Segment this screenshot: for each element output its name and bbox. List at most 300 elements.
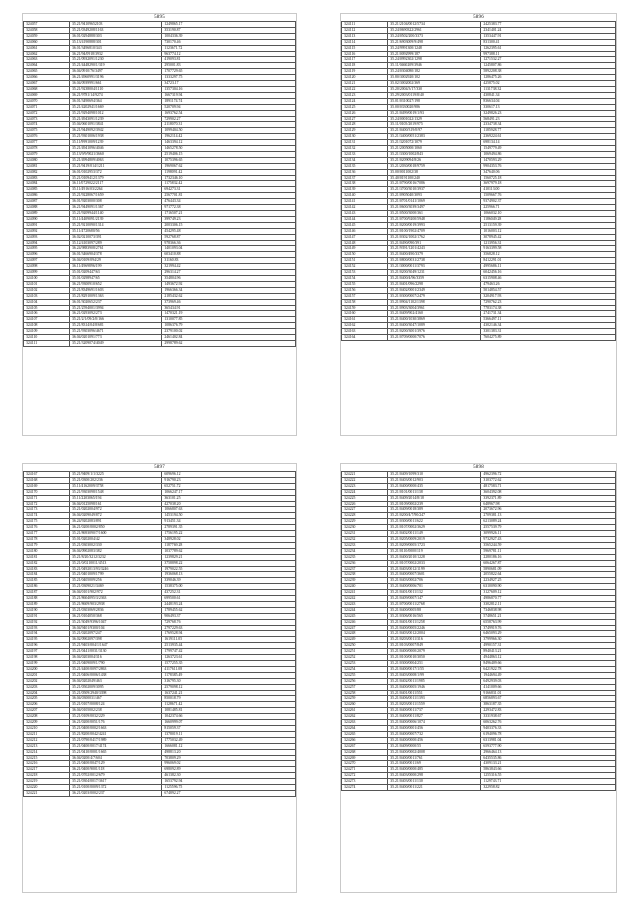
amount-cell: 996069.02: [162, 761, 296, 767]
amount-cell: 2579098.12: [162, 684, 296, 690]
amount-cell: 296314.27: [162, 270, 296, 276]
amount-cell: 339046.39: [162, 578, 296, 584]
amount-cell: 9904353.76: [481, 163, 616, 169]
row-id-cell: 324183: [24, 566, 70, 572]
row-id-cell: 324267: [342, 743, 388, 749]
code-cell: 35.21/0300/0007/2479: [388, 293, 481, 299]
code-cell: 35.21/0409/0000/55: [388, 743, 481, 749]
amount-cell: 3565244.59: [481, 542, 616, 548]
amount-cell: 2998789.62: [162, 340, 296, 346]
code-cell: 35.21/9419/014/1211: [69, 163, 161, 169]
amount-cell: 7783174.38: [481, 305, 616, 311]
code-cell: 35.21/0306/0016/565: [388, 613, 481, 619]
amount-cell: 963774.12: [162, 51, 296, 57]
code-cell: 35.04/0601091/3841: [69, 122, 161, 128]
code-cell: 35.21/0400/0002/1663: [69, 725, 161, 731]
row-id-cell: 324064: [24, 63, 70, 69]
amount-cell: 1509667.76: [481, 193, 616, 199]
code-cell: 35.21/0303069/2836: [69, 607, 161, 613]
amount-cell: 1707729.65: [162, 69, 296, 75]
amount-cell: 4986870.77: [481, 596, 616, 602]
row-id-cell: 324201: [24, 672, 70, 678]
code-cell: 35.21/0400/0000/2079: [388, 649, 481, 655]
code-cell: 36.21/9300910/652: [69, 281, 161, 287]
row-id-cell: 324271: [342, 767, 388, 773]
row-id-cell: 324080: [24, 157, 70, 163]
amount-cell: 652751.72: [162, 483, 296, 489]
row-id-cell: 324093: [24, 234, 70, 240]
row-id-cell: 324191: [24, 613, 70, 619]
row-id-cell: 324122: [342, 86, 388, 92]
row-id-cell: 324264: [342, 725, 388, 731]
code-cell: 35.13/9/9/9021/3660: [69, 151, 161, 157]
amount-cell: 1357304.16: [162, 86, 296, 92]
code-cell: 36.21/0293092/273: [69, 311, 161, 317]
table-row: [24, 340, 296, 346]
code-cell: 35.21/0400/0000/435: [388, 483, 481, 489]
amount-cell: 698134.14: [481, 140, 616, 146]
code-cell: 35.21/0403/0011/130: [388, 779, 481, 785]
code-cell: 35.21/0800/0031/2738: [388, 258, 481, 264]
code-cell: 35.40/0191100/240: [388, 175, 481, 181]
amount-cell: 1453194.50: [162, 513, 296, 519]
code-cell: 35.21/0401/0011/551: [388, 690, 481, 696]
row-id-cell: 324232: [342, 536, 388, 542]
code-cell: 36.01/0102953/372: [69, 169, 161, 175]
amount-cell: 609696.12: [162, 472, 296, 478]
amount-cell: 648967.98: [481, 501, 616, 507]
amount-cell: 7290762.23: [481, 299, 616, 305]
row-id-cell: 324237: [342, 566, 388, 572]
row-id-cell: 324097: [24, 258, 70, 264]
amount-cell: 1178385.49: [162, 672, 296, 678]
code-cell: 35.21/0110/0000/119: [388, 548, 481, 554]
amount-cell: 454295.48: [162, 228, 296, 234]
code-cell: 35.21/3400/0051/2383: [388, 134, 481, 140]
amount-cell: 6421922.78: [481, 666, 616, 672]
amount-cell: 1962114.42: [162, 134, 296, 140]
code-cell: 35.21/0499/0019/1/93: [388, 110, 481, 116]
amount-cell: 1470321.19: [162, 311, 296, 317]
code-cell: 35.21/0403/0012/903: [388, 477, 481, 483]
amount-cell: 2280186.16: [481, 554, 616, 560]
code-cell: 35.21/4202941/1669: [69, 104, 161, 110]
amount-cell: 225966.71: [481, 205, 616, 211]
code-cell: 35.11/2203065/194: [69, 495, 161, 501]
amount-cell: 353190.87: [162, 27, 296, 33]
code-cell: 35.21/2030/0018/9759: [388, 163, 481, 169]
code-cell: 35.21/0905040/3093: [388, 193, 481, 199]
row-id-cell: 324223: [342, 483, 388, 489]
row-id-cell: 324138: [342, 181, 388, 187]
amount-cell: 498813.20: [162, 749, 296, 755]
amount-cell: 1716507.21: [162, 211, 296, 217]
code-cell: 35.21/0709/0000/7076: [388, 335, 481, 341]
amount-cell: 9166831.01: [481, 690, 616, 696]
code-cell: 35.21/0107/0002/2033: [388, 560, 481, 566]
code-cell: 35.21/0403/0012/2004: [388, 631, 481, 637]
amount-cell: 3604392.08: [481, 489, 616, 495]
amount-cell: 363101.25: [162, 495, 296, 501]
row-id-cell: 324160: [342, 311, 388, 317]
code-cell: 35.21/0400/0005/2246: [388, 625, 481, 631]
code-cell: 35.00/0011002/38: [388, 169, 481, 175]
code-cell: 36.24/9883908/2761: [69, 246, 161, 252]
amount-cell: 3758898.22: [162, 560, 296, 566]
row-id-cell: 324136: [342, 169, 388, 175]
row-id-cell: 324124: [342, 98, 388, 104]
amount-cell: 348928.02: [162, 536, 296, 542]
code-cell: 36.04/9401/9300/104: [69, 625, 161, 631]
amount-cell: 694273.31: [162, 187, 296, 193]
row-id-cell: 324158: [342, 299, 388, 305]
code-cell: 35.21/9303096/4671: [69, 329, 161, 335]
amount-cell: 3697979.18: [481, 181, 616, 187]
code-cell: 36.04/0902083/382: [69, 548, 161, 554]
row-id-cell: 324224: [342, 489, 388, 495]
code-cell: 35.21/0790/0417/1989: [69, 737, 161, 743]
row-id-cell: 324260: [342, 702, 388, 708]
amount-cell: 916790.23: [162, 477, 296, 483]
code-cell: 35.21/2005000/1060: [388, 146, 481, 152]
code-cell: 35.21/0100/0010/3050: [388, 655, 481, 661]
row-id-cell: 324202: [24, 678, 70, 684]
row-id-cell: 324135: [342, 163, 388, 169]
amount-cell: 430841.34: [481, 92, 616, 98]
row-id-cell: 324174: [24, 513, 70, 519]
amount-cell: 354804.96: [162, 275, 296, 281]
row-id-cell: 324273: [342, 779, 388, 785]
amount-cell: 6856893.67: [481, 696, 616, 702]
code-cell: 35.21/0402/0001/2349: [388, 287, 481, 293]
code-cell: 35.24/9991300/1248: [388, 45, 481, 51]
row-id-cell: 324078: [24, 146, 70, 152]
code-cell: 35.21/0209094/8/26: [388, 157, 481, 163]
code-cell: 35.21/0600/3039/3497: [388, 205, 481, 211]
code-cell: 35.21/3000/0011/3793: [388, 264, 481, 270]
amount-cell: 1066032.10: [481, 211, 616, 217]
amount-cell: 1175832.42: [162, 181, 296, 187]
row-id-cell: 324234: [342, 548, 388, 554]
amount-cell: 1969067.62: [162, 163, 296, 169]
amount-cell: 1775032.49: [162, 737, 296, 743]
code-cell: 35.21/0932091/1230: [69, 57, 161, 63]
row-id-cell: 324193: [24, 625, 70, 631]
amount-cell: 1378019.11: [162, 731, 296, 737]
amount-cell: 4990157.31: [481, 643, 616, 649]
amount-cell: 4302146.34: [481, 323, 616, 329]
code-cell: 35.21/0403/0002/706: [388, 578, 481, 584]
amount-cell: 2519406.15: [162, 151, 296, 157]
code-cell: 35.21/0304/0017/3617: [69, 779, 161, 785]
amount-cell: 1619111.05: [162, 637, 296, 643]
row-id-cell: 324063: [24, 57, 70, 63]
amount-cell: 5863843.66: [481, 767, 616, 773]
amount-cell: 1465278.50: [162, 146, 296, 152]
code-cell: 35.21/0300/0004/251: [388, 661, 481, 667]
amount-cell: 4995686.11: [481, 264, 616, 270]
code-cell: 36.01/3490694/364: [69, 98, 161, 104]
row-id-cell: 324156: [342, 287, 388, 293]
amount-cell: 1086376.79: [162, 323, 296, 329]
code-cell: 36.21/4960991/3196: [69, 75, 161, 81]
amount-cell: 8940413.21: [481, 649, 616, 655]
row-id-cell: 324091: [24, 222, 70, 228]
row-id-cell: 324145: [342, 222, 388, 228]
row-id-cell: 324098: [24, 264, 70, 270]
amount-cell: 698092.89: [162, 767, 296, 773]
code-cell: 35.21/0400/0006/1074: [388, 720, 481, 726]
amount-cell: 3302812.11: [481, 601, 616, 607]
amount-cell: 850018.79: [162, 696, 296, 702]
amount-cell: 3099926.11: [481, 531, 616, 537]
row-id-cell: 324194: [24, 631, 70, 637]
amount-cell: 2513935.44: [162, 643, 296, 649]
code-cell: 35.21/4941096/4046: [69, 146, 161, 152]
code-cell: 35.21/0401/096/2298: [388, 281, 481, 287]
row-id-cell: 324259: [342, 696, 388, 702]
amount-cell: 1577255.35: [162, 661, 296, 667]
amount-cell: 5014854.57: [481, 287, 616, 293]
amount-cell: 6465093.29: [481, 631, 616, 637]
amount-cell: 2797229.63: [162, 625, 296, 631]
row-id-cell: 324081: [24, 163, 70, 169]
row-id-cell: 324134: [342, 157, 388, 163]
code-cell: 35.21/0409/902/4160: [388, 311, 481, 317]
row-id-cell: 324212: [24, 737, 70, 743]
amount-cell: 2425383.77: [481, 22, 616, 28]
code-cell: 35.21/8291009/1363: [69, 293, 161, 299]
code-cell: 36.21/9449092/3942: [69, 128, 161, 134]
code-cell: 36.21/9449091/1367: [69, 205, 161, 211]
amount-cell: 2118070.31: [162, 122, 296, 128]
amount-cell: 399749.23: [162, 216, 296, 222]
page-block-4: [340, 463, 617, 893]
amount-cell: 6492939.03: [481, 678, 616, 684]
code-cell: 35.21/2/1/09/2/0/166: [69, 317, 161, 323]
code-cell: 36.04/0202049/463: [69, 678, 161, 684]
code-cell: 35.21/0203/0011/316: [388, 637, 481, 643]
ledger-table: [341, 21, 616, 341]
amount-cell: 3204917.93: [481, 293, 616, 299]
row-id-cell: 324125: [342, 104, 388, 110]
row-id-cell: 324164: [342, 335, 388, 341]
code-cell: 35.21/3209074/4049: [69, 340, 161, 346]
row-id-cell: 324117: [342, 57, 388, 63]
row-id-cell: 324235: [342, 554, 388, 560]
amount-cell: 1129743.71: [481, 779, 616, 785]
code-cell: 35.21/0409/2014/8/18: [388, 495, 481, 501]
code-cell: 36.04/0939991/661: [69, 81, 161, 87]
amount-cell: 1756195.22: [162, 531, 296, 537]
code-cell: 35.21/0402/0011/1985: [388, 678, 481, 684]
row-id-cell: 324089: [24, 211, 70, 217]
amount-cell: 6213089.24: [481, 519, 616, 525]
row-id-cell: 324137: [342, 175, 388, 181]
amount-cell: 1666081.12: [162, 743, 296, 749]
code-cell: 36.24/9202083/891: [69, 519, 161, 525]
code-cell: 35.11/4720680/56: [69, 228, 161, 234]
row-id-cell: 324244: [342, 607, 388, 613]
code-cell: 36.02/0210073/391: [69, 234, 161, 240]
amount-cell: 1401093.04: [162, 246, 296, 252]
row-id-cell: 324257: [342, 684, 388, 690]
row-id-cell: 324139: [342, 187, 388, 193]
row-id-cell: 324182: [24, 560, 70, 566]
amount-cell: 729902.27: [162, 116, 296, 122]
code-cell: 35.21/0300/0011/622: [388, 519, 481, 525]
code-cell: 35.21/9301006/1938: [69, 134, 161, 140]
row-id-cell: 324102: [24, 287, 70, 293]
row-id-cell: 324099: [24, 270, 70, 276]
code-cell: 35.21/0400/0001/456: [388, 725, 481, 731]
code-cell: 35.21/0400/0005/1946: [388, 684, 481, 690]
row-id-cell: 324082: [24, 169, 70, 175]
amount-cell: 3103772.62: [481, 477, 616, 483]
table-row: [342, 785, 616, 791]
amount-cell: 3863187.35: [481, 702, 616, 708]
row-id-cell: 324110: [24, 335, 70, 341]
amount-cell: 971772.38: [162, 205, 296, 211]
amount-cell: 1667319.94: [162, 92, 296, 98]
page-title: 5896: [473, 15, 484, 20]
code-cell: 36.04/0209049/872: [69, 513, 161, 519]
amount-cell: 425875.02: [481, 81, 616, 87]
amount-cell: 1239829.21: [162, 554, 296, 560]
code-cell: 35.21/0100/0009/1372: [69, 785, 161, 791]
row-id-cell: 324180: [24, 548, 70, 554]
amount-cell: 1249865.17: [162, 22, 296, 28]
code-cell: 35.21/0400/3047/1089: [388, 323, 481, 329]
code-cell: 35.21/3201072/1079: [388, 140, 481, 146]
row-id-cell: 324133: [342, 151, 388, 157]
code-cell: 35.21/0502009/3095: [69, 684, 161, 690]
row-id-cell: 324119: [342, 69, 388, 75]
amount-cell: 5892208.38: [481, 69, 616, 75]
row-id-cell: 324075: [24, 128, 70, 134]
code-cell: 35.21/4943091/1239: [69, 116, 161, 122]
row-id-cell: 324218: [24, 773, 70, 779]
code-cell: 35.21/0200/0019/3993: [388, 222, 481, 228]
row-id-cell: 324211: [24, 731, 70, 737]
code-cell: 35.21/0490/090/391: [388, 240, 481, 246]
row-id-cell: 324116: [342, 51, 388, 57]
amount-cell: 729768.76: [162, 619, 296, 625]
page-block-2: [340, 13, 617, 436]
amount-cell: 5969781.11: [481, 548, 616, 554]
row-id-cell: 324249: [342, 637, 388, 643]
amount-cell: 6042456.16: [481, 270, 616, 276]
row-id-cell: 324195: [24, 637, 70, 643]
row-id-cell: 324084: [24, 181, 70, 187]
row-id-cell: 324246: [342, 619, 388, 625]
amount-cell: 592768.87: [162, 234, 296, 240]
amount-cell: 2461402.84: [162, 335, 296, 341]
amount-cell: 2334738.34: [481, 122, 616, 128]
row-id-cell: 324144: [342, 216, 388, 222]
row-id-cell: 324094: [24, 240, 70, 246]
code-cell: 35.29/2003/0119/8/40: [388, 92, 481, 98]
row-id-cell: 324111: [24, 340, 70, 346]
row-id-cell: 324060: [24, 39, 70, 45]
amount-cell: 1037789.62: [162, 548, 296, 554]
code-cell: 35.21/0403/0008/1/99: [388, 672, 481, 678]
row-id-cell: 324128: [342, 122, 388, 128]
amount-cell: 1966366.34: [162, 287, 296, 293]
row-id-cell: 324215: [24, 755, 70, 761]
code-cell: 36.01/9203000/308: [69, 199, 161, 205]
code-cell: 36.04/0910/76/3497: [69, 69, 161, 75]
row-id-cell: 324150: [342, 252, 388, 258]
amount-cell: 703809.29: [162, 755, 296, 761]
row-id-cell: 324269: [342, 755, 388, 761]
row-id-cell: 324095: [24, 246, 70, 252]
row-id-cell: 324247: [342, 625, 388, 631]
row-id-cell: 324208: [24, 714, 70, 720]
amount-cell: 4117611.08: [162, 666, 296, 672]
code-cell: 35.20/2004/3/17/330: [388, 86, 481, 92]
code-cell: 35.24/0992302/1298: [388, 57, 481, 63]
code-cell: 35.21/4400/0097/2863: [69, 666, 161, 672]
amount-cell: 5748651.21: [481, 613, 616, 619]
code-cell: 35.21/0400/4/96/3359: [388, 275, 481, 281]
code-cell: 35.21/8314/04/8/681: [69, 323, 161, 329]
code-cell: 35.13/4190888/301: [69, 39, 161, 45]
amount-cell: 2234927.25: [481, 578, 616, 584]
amount-cell: 674892.27: [162, 790, 296, 796]
code-cell: 35.21/0409009/1/790: [69, 661, 161, 667]
row-id-cell: 324090: [24, 216, 70, 222]
amount-cell: 3078945.42: [481, 234, 616, 240]
amount-cell: 3301383.31: [481, 329, 616, 335]
code-cell: 35.21/0509/2940/3398: [69, 690, 161, 696]
amount-cell: 603410.88: [162, 252, 296, 258]
code-cell: 35.11/0105/2019/975: [388, 122, 481, 128]
amount-cell: 1066807.63: [162, 507, 296, 513]
row-id-cell: 324088: [24, 205, 70, 211]
row-id-cell: 324152: [342, 264, 388, 270]
row-id-cell: 324148: [342, 240, 388, 246]
amount-cell: 1549779.49: [481, 146, 616, 152]
row-id-cell: 324205: [24, 696, 70, 702]
amount-cell: 3127609.12: [481, 590, 616, 596]
code-cell: 35.21/8604095/3/2363: [69, 596, 161, 602]
code-cell: 35.21/0309021/3469: [69, 584, 161, 590]
amount-cell: 1263723.61: [162, 655, 296, 661]
amount-cell: 34723.17: [162, 81, 296, 87]
row-id-cell: 324206: [24, 702, 70, 708]
row-id-cell: 324217: [24, 767, 70, 773]
code-cell: 35.01/0298947/65: [69, 275, 161, 281]
table-row: [24, 790, 296, 796]
amount-cell: 2073672.96: [481, 507, 616, 513]
amount-cell: 1004336.39: [162, 33, 296, 39]
row-id-cell: 324085: [24, 187, 70, 193]
code-cell: 35.21/0400/0000/485: [388, 767, 481, 773]
row-id-cell: 324172: [24, 501, 70, 507]
amount-cell: 2379100.02: [162, 329, 296, 335]
code-cell: 35.21/0409/1099/310: [388, 472, 481, 478]
amount-cell: 2003306.15: [162, 222, 296, 228]
code-cell: 35.21/0103/0007/849: [388, 643, 481, 649]
ledger-table: [23, 471, 296, 797]
row-id-cell: 324153: [342, 270, 388, 276]
code-cell: 35.21/0400/319/0/97: [388, 128, 481, 134]
row-id-cell: 324171: [24, 495, 70, 501]
page-block-3: [22, 463, 297, 893]
code-cell: 35.80/3002920/102: [388, 75, 481, 81]
amount-cell: 4962396.72: [481, 472, 616, 478]
